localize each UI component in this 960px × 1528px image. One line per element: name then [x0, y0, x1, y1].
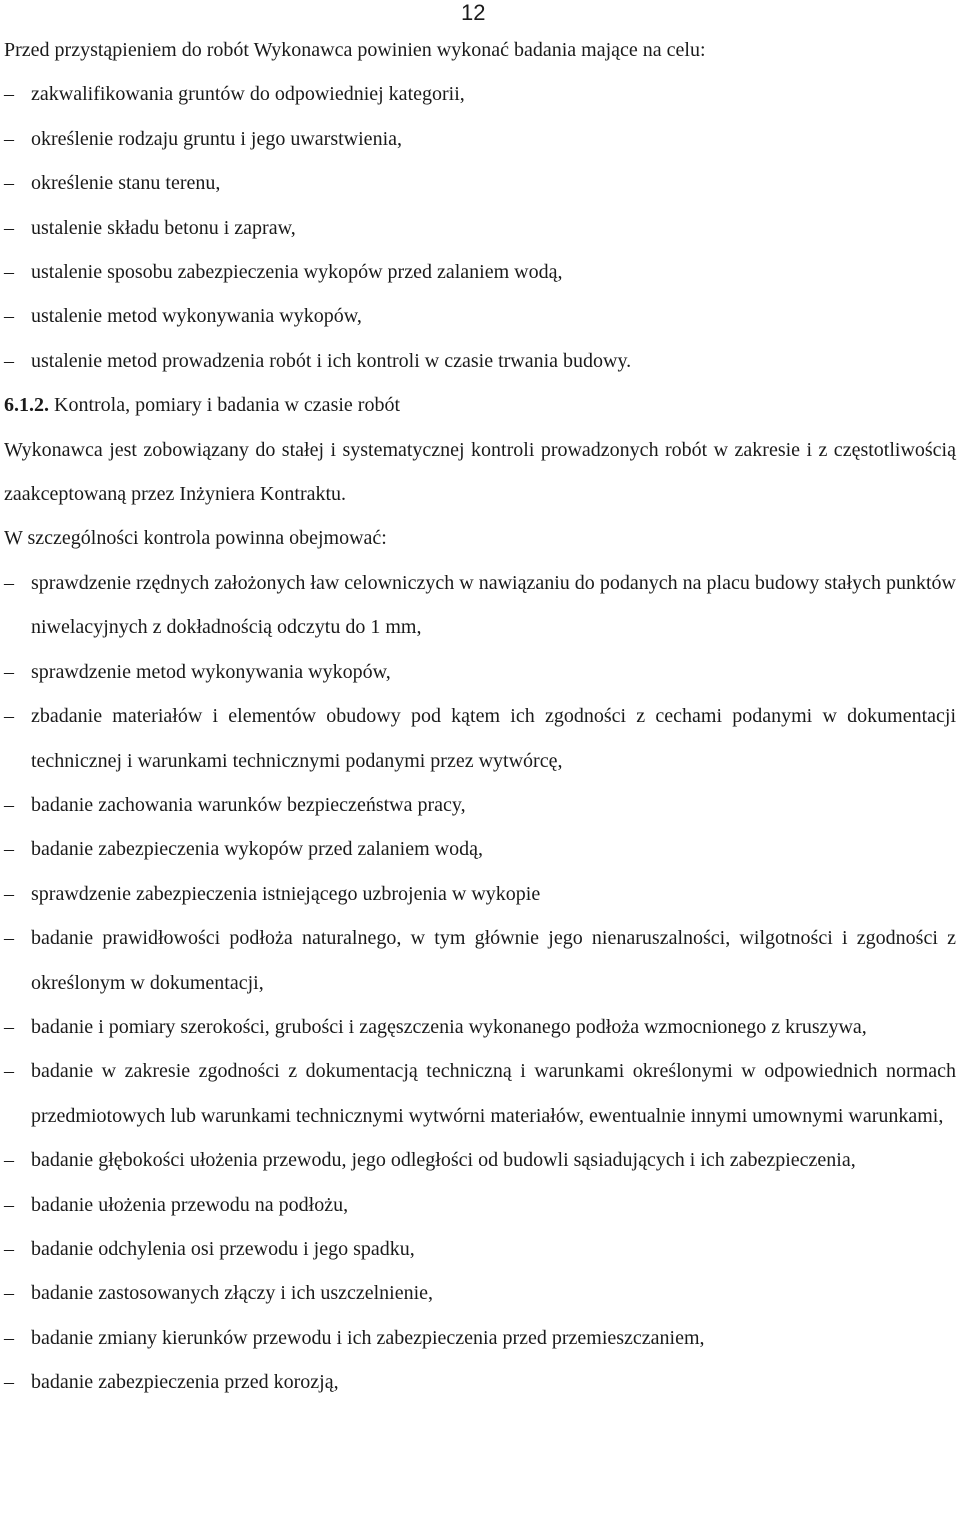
list-item-text: badanie w zakresie zgodności z dokumentacją techniczną i warunkami określonymi w odpowiednich normach przedmiotowych lub warunkami technicznymi wytwórni materiałów, ewentualnie innymi umownymi warunkami,: [31, 1060, 956, 1127]
dash-bullet: –: [4, 1193, 14, 1216]
list-item-text: badanie ułożenia przewodu na podłożu,: [31, 1193, 349, 1216]
list-item: [4, 161, 956, 205]
list-item: [4, 1183, 956, 1227]
list-item: [4, 827, 956, 871]
dash-bullet: –: [4, 305, 14, 328]
dash-bullet: –: [4, 127, 14, 150]
dash-bullet: –: [4, 882, 14, 905]
list-item-text: badanie zmiany kierunków przewodu i ich zabezpieczenia przed przemieszczaniem,: [31, 1326, 705, 1349]
list-item-text: ustalenie sposobu zabezpieczenia wykopów przed zalaniem wodą,: [31, 261, 563, 284]
section-title: Kontrola, pomiary i badania w czasie robót: [54, 394, 400, 417]
list-item-text: zakwalifikowania gruntów do odpowiedniej kategorii,: [31, 83, 465, 106]
dash-bullet: –: [4, 793, 14, 816]
dash-bullet: –: [4, 705, 14, 728]
dash-bullet: –: [4, 1060, 14, 1083]
list-item: [4, 250, 956, 294]
list-item-text: badanie głębokości ułożenia przewodu, jego odległości od budowli sąsiadujących i ich zabezpieczenia,: [31, 1149, 856, 1172]
list-item: [4, 1138, 956, 1182]
section-number: 6.1.2.: [4, 394, 49, 417]
dash-bullet: –: [4, 261, 14, 284]
list-item: [4, 339, 956, 383]
section-heading: [4, 383, 956, 427]
list-item: [4, 1360, 956, 1404]
list-item: [4, 1227, 956, 1271]
list-item: [4, 783, 956, 827]
list-item-text: określenie rodzaju gruntu i jego uwarstwienia,: [31, 127, 402, 150]
list-item-text: badanie odchylenia osi przewodu i jego spadku,: [31, 1237, 415, 1260]
document-body: [4, 28, 956, 1405]
list-item: [4, 1271, 956, 1315]
preparatory-tests-list: [4, 72, 956, 383]
dash-bullet: –: [4, 660, 14, 683]
list-item-text: badanie zachowania warunków bezpieczeństwa pracy,: [31, 793, 466, 816]
page-number: 12: [461, 0, 486, 25]
list-item: [4, 1316, 956, 1360]
dash-bullet: –: [4, 83, 14, 106]
list-item: [4, 117, 956, 161]
list-item-text: określenie stanu terenu,: [31, 172, 221, 195]
list-item-text: zbadanie materiałów i elementów obudowy pod kątem ich zgodności z cechami podanymi w dokumentacji technicznej i warunkami technicznymi podanymi przez wytwórcę,: [31, 705, 956, 772]
list-item-text: badanie zastosowanych złączy i ich uszczelnienie,: [31, 1282, 434, 1305]
list-item: [4, 650, 956, 694]
control-checks-list: [4, 561, 956, 1405]
paragraph-text: Wykonawca jest zobowiązany do stałej i systematycznej kontroli prowadzonych robót w zakresie i z częstotliwością zaakceptowaną przez Inżyniera Kontraktu.: [4, 438, 956, 506]
control-intro-text: W szczególności kontrola powinna obejmować:: [4, 527, 387, 550]
list-item-text: ustalenie składu betonu i zapraw,: [31, 216, 296, 239]
list-item: [4, 694, 956, 783]
dash-bullet: –: [4, 216, 14, 239]
list-item: [4, 872, 956, 916]
list-item-text: badanie prawidłowości podłoża naturalnego, w tym głównie jego nienaruszalności, wilgotności i zgodności z określonym w dokumentacji,: [31, 927, 956, 994]
list-item-text: badanie zabezpieczenia wykopów przed zalaniem wodą,: [31, 838, 483, 861]
list-item-text: sprawdzenie rzędnych założonych ław celowniczych w nawiązaniu do podanych na placu budowy stałych punktów niwelacyjnych z dokładnością odczytu do 1 mm,: [31, 571, 956, 639]
list-item: [4, 561, 956, 650]
dash-bullet: –: [4, 1371, 14, 1394]
dash-bullet: –: [4, 1149, 14, 1172]
dash-bullet: –: [4, 1015, 14, 1038]
dash-bullet: –: [4, 172, 14, 195]
dash-bullet: –: [4, 571, 14, 594]
list-item: [4, 1049, 956, 1138]
list-item-text: badanie zabezpieczenia przed korozją,: [31, 1371, 339, 1394]
list-item: [4, 72, 956, 116]
dash-bullet: –: [4, 1326, 14, 1349]
list-item-text: sprawdzenie zabezpieczenia istniejącego uzbrojenia w wykopie: [31, 882, 541, 905]
list-item-text: badanie i pomiary szerokości, grubości i zagęszczenia wykonanego podłoża wzmocnionego z kruszywa,: [31, 1015, 867, 1038]
list-item-text: ustalenie metod prowadzenia robót i ich kontroli w czasie trwania budowy.: [31, 349, 632, 372]
list-item: [4, 294, 956, 338]
list-item: [4, 916, 956, 1005]
list-item: [4, 206, 956, 250]
dash-bullet: –: [4, 927, 14, 950]
dash-bullet: –: [4, 838, 14, 861]
dash-bullet: –: [4, 1237, 14, 1260]
list-item: [4, 1005, 956, 1049]
list-item-text: ustalenie metod wykonywania wykopów,: [31, 305, 362, 328]
list-item-text: sprawdzenie metod wykonywania wykopów,: [31, 660, 391, 683]
intro-text: Przed przystąpieniem do robót Wykonawca powinien wykonać badania mające na celu:: [4, 39, 706, 61]
dash-bullet: –: [4, 1282, 14, 1305]
dash-bullet: –: [4, 349, 14, 372]
